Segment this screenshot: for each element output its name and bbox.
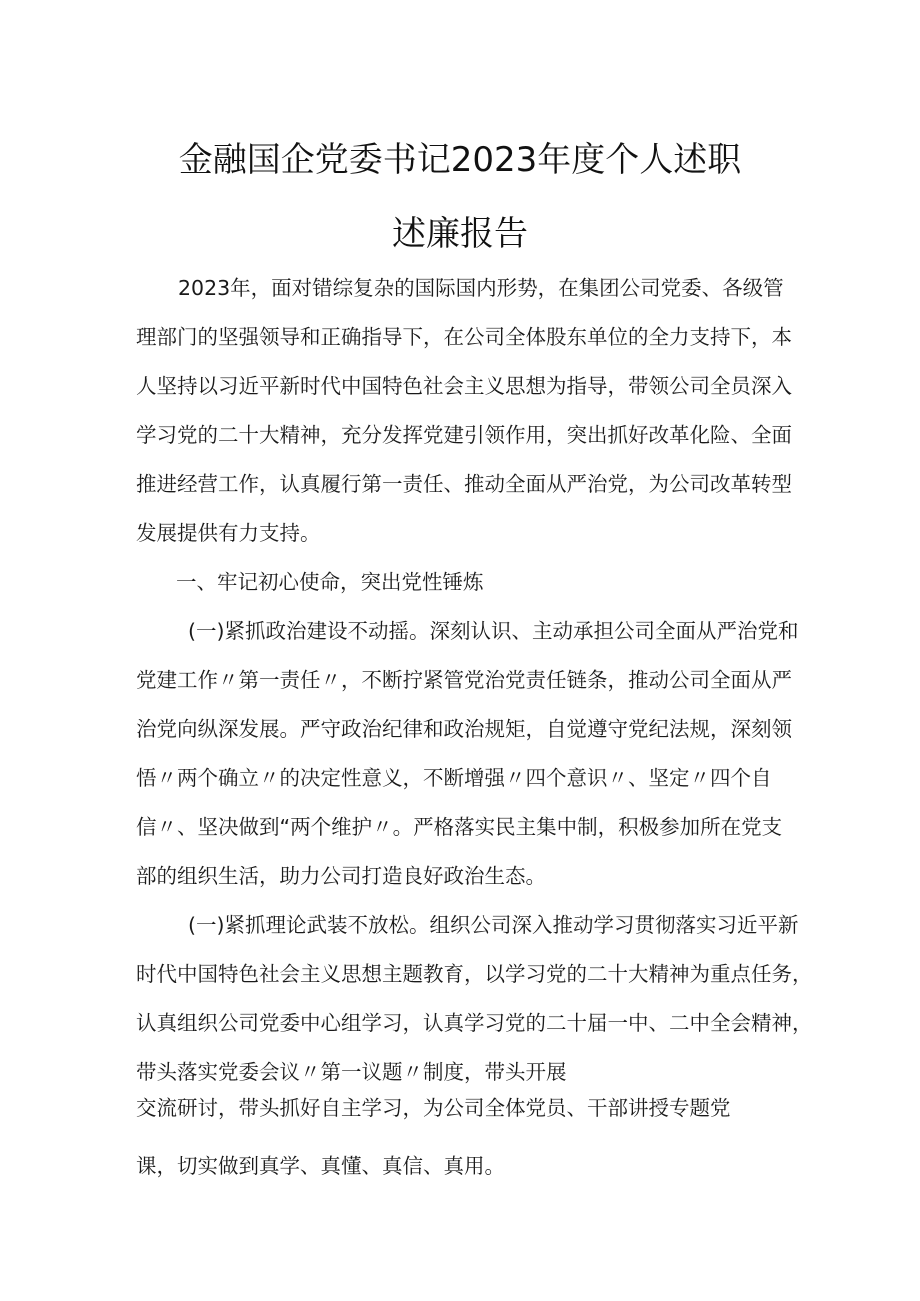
- body-line: 认真组织公司党委中心组学习，认真学习党的二十届一中、二中全会精神，: [136, 1011, 813, 1035]
- body-line: 带头落实党委会议〃第一议题〃制度，带头开展: [136, 1060, 567, 1084]
- body-line: 学习党的二十大精神，充分发挥党建引领作用，突出抓好改革化险、全面: [136, 423, 792, 447]
- section-heading: 一、牢记初心使命，突出党性锤炼: [176, 570, 484, 594]
- body-line: 悟〃两个确立〃的决定性意义，不断增强〃四个意识〃、坚定〃四个自: [136, 766, 772, 790]
- body-line: 党建工作〃第一责任〃，不断拧紧管党治党责任链条，推动公司全面从严: [136, 668, 792, 692]
- body-line: 信〃、坚决做到“两个维护〃。严格落实民主集中制，积极参加所在党支: [136, 815, 783, 839]
- body-line: 2023年，面对错综复杂的国际国内形势，在集团公司党委、各级管: [178, 276, 784, 300]
- body-line: 部的组织生活，助力公司打造良好政治生态。: [136, 864, 546, 888]
- body-line: 推进经营工作，认真履行第一责任、推动全面从严治党，为公司改革转型: [136, 472, 792, 496]
- body-line: (一)紧抓理论武装不放松。组织公司深入推动学习贯彻落实习近平新: [188, 913, 799, 937]
- body-line: (一)紧抓政治建设不动摇。深刻认识、主动承担公司全面从严治党和: [188, 619, 799, 643]
- body-line: 理部门的坚强领导和正确指导下，在公司全体股东单位的全力支持下，本: [136, 325, 792, 349]
- body-line: 人坚持以习近平新时代中国特色社会主义思想为指导，带领公司全员深入: [136, 374, 792, 398]
- body-line: 治党向纵深发展。严守政治纪律和政治规矩，自觉遵守党纪法规，深刻领: [136, 717, 792, 741]
- body-line: 发展提供有力支持。: [136, 521, 321, 545]
- body-line: 交流研讨，带头抓好自主学习，为公司全体党员、干部讲授专题党: [136, 1096, 731, 1120]
- body-line: 时代中国特色社会主义思想主题教育，以学习党的二十大精神为重点任务，: [136, 962, 813, 986]
- body-line: 课，切实做到真学、真懂、真信、真用。: [136, 1154, 505, 1178]
- document-title-line-1: 金融国企党委书记2023年度个人述职: [178, 140, 742, 180]
- document-title-line-2: 述廉报告: [392, 214, 528, 254]
